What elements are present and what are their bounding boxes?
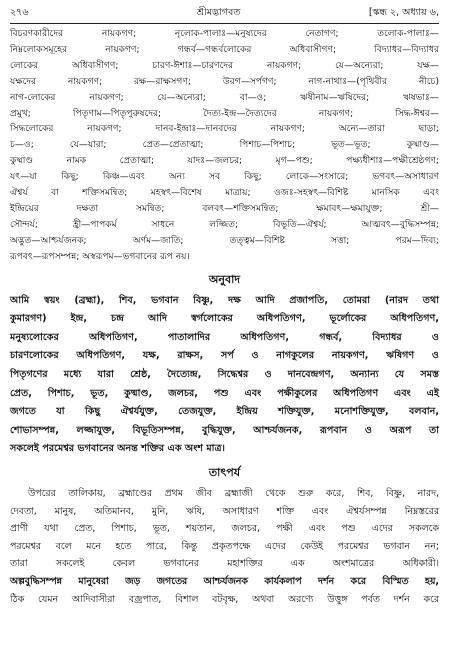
page-number: ২৭৬: [10, 7, 29, 18]
synonyms-line: ঐশ্বর্য বা শক্তিসমন্বিত; মহস্বৎ—বিশেষ মাত্রায়; ওজঃ-সহস্বৎ—বিশিষ্ট মানসিক এবং: [10, 188, 439, 199]
synonyms-line: যক্ষদের নায়কগণ; রক্ষ—রাক্ষসগণ; উরগ—সর্পগণ; নাগ-নাথাঃ—(পৃথিবীর নীচে): [10, 76, 439, 87]
translation-line: চারণলোকের অধিপতিগণ, যক্ষ, রাক্ষস, সর্প ও নাগকুলের নায়কগণ, ঋষিগণ ও: [10, 350, 439, 362]
purport-text: [10, 485, 439, 608]
translation-line: সকলেই পরমেশ্বর ভগবানের অনন্ত শক্তির এক অংশ মাত্র।: [10, 443, 225, 455]
translation-heading: অনুবাদ: [208, 272, 241, 286]
synonyms-line: বিচরণকারীদের নায়কগণ; নৃলোক-পালাঃ—মনুষ্যদের নেতাগণ; তলোক-পালাঃ—: [10, 29, 439, 39]
synonyms-line: নিম্নলোকসমূহের নায়কগণ; গন্ধর্ব—গন্ধর্বলোকের অধিবাসীগণ; বিদ্যাধর—বিদ্যাধর: [10, 44, 439, 55]
header-divider: [10, 23, 439, 24]
synonyms-line: চ—ও; যে—যারা; প্রেত—প্রেতাত্মা; পিশাচ—পিশাচ; ভূত—ভূত; কুষ্মাণ্ড—: [10, 140, 439, 151]
translation-line: পিতৃগণের মধ্যে যারা শ্রেষ্ঠ, দৈত্যেন্দ্র, সিদ্ধেশ্বর ও দানবেন্দ্রগণ, অন্যান্য যে সমস্ত: [10, 368, 439, 380]
book-title: শ্রীমদ্ভাগবত: [196, 7, 241, 18]
purport-line: তারা সকলেই কেবল ভগবানের মহাশক্তির এক অংশমাত্রের অধিকারী।: [10, 558, 439, 570]
purport-line: দেবতা, মানুষ, অতিমানব, মুনি, ঋষি, অসাধারণ শক্তি এবং ঐশ্বর্যসম্পন্ন নিম্নস্তরের: [10, 505, 439, 517]
synonyms-line: ইন্দ্রিয়ের দক্ষতা সমন্বিত; বলবৎ—শক্তিসমন্বিত; ক্ষমাবৎ—ক্ষমাযুক্ত; শ্রী—: [10, 203, 439, 214]
synonyms-line: সৌন্দর্য; হ্রী—পাপকর্ম সাধনে লজ্জিত; বিভূতি—ঐশ্বর্য; আত্মবৎ—বুদ্ধিসম্পন্ন;: [10, 219, 439, 230]
chapter-reference: [স্কন্ধ ২, অধ্যায় ৬,: [368, 7, 439, 18]
translation-line: মনুষ্যলোকের অধিপতিগণ, পাতালাদির অধিপতিগণ, গন্ধর্ব, বিদ্যাধর ও: [10, 331, 439, 343]
synonyms-line: সিদ্ধলোকের নায়কগণ; দানব-ইন্দ্রাঃ—দানবদের নায়কগণ; অন্যে—তারা ছাড়া;: [10, 124, 439, 135]
word-for-word-synonyms: [10, 27, 439, 266]
running-header: [10, 6, 439, 20]
synonyms-line: রূপবৎ—রূপসম্পন্ন; অস্বরূপম—ভগবানের রূপ নয়।: [10, 251, 190, 262]
purport-line: প্রাণী যথা প্রেত, পিশাচ, ভূত, শয়তান, জলচর, পক্ষী এবং পশু এদের সকলকে: [10, 523, 439, 535]
purport-line: অল্পবুদ্ধিসম্পন্ন মানুষেরা জড় জগতের আশ্চর্যজনক কার্যকলাপ দর্শন করে বিস্মিত হয়,: [10, 575, 439, 587]
synonyms-line: নাগ-লোকের নায়কগণ; যে—অন্যেরা; বা—ও; ঋষীনাম—ঋষিদের; ঋষভাঃ—: [10, 92, 439, 103]
purport-line: উপরের তালিকায়, ব্রহ্মাণ্ডের প্রথম জীব ব্রহ্মাজী থেকে শুরু করে, শিব, বিষ্ণু, নারদ,: [28, 487, 439, 499]
synonyms-line: অদ্ভুত—আশ্চর্যজনক; অর্ণম—জাতি; তত্ত্বম—বিশিষ্ট সত্তা; পরম—দিব্য;: [10, 235, 439, 246]
purport-line: ঠিক যেমন আদিবাসীরা বজ্রপাত, বিশাল বটবৃক্ষ, অথবা অরণ্যে উত্তুঙ্গ পর্বত দর্শন করে: [10, 593, 439, 605]
synonyms-line: প্রমুখ; পিতৃণাম—পিতৃপুরুষদের; দৈত্য-ইন্দ্র—দৈত্যদের নায়কগণ; সিদ্ধ-ঈশ্বর—: [10, 108, 439, 119]
synonyms-line: লোকের অধিবাসীগণ; চারণ-ঈশাঃ—চারণদের নায়কগণ; যে—অন্যেরা; যক্ষ—: [10, 60, 439, 71]
translation-line: প্রেত, পিশাচ, ভূত, কুষ্মাণ্ড, জলচর, পশু এবং পক্ষীকুলের অধিপতিগণ এবং এই: [10, 387, 439, 399]
translation-line: কুমারগণ) ইন্দ্র, চন্দ্র আদি স্বর্গলোকের অধিপতিগণ, ভূর্লোকের অধিপতিগণ,: [10, 313, 439, 325]
translation-line: শোভাসম্পন্ন, লজ্জাযুক্ত, বিভূতিসম্পন্ন, বুদ্ধিযুক্ত, আশ্চর্যজনক, রূপবান ও অরূপ তা: [10, 424, 439, 436]
translation-text: [10, 292, 439, 459]
purport-heading: তাৎপর্য: [208, 465, 241, 479]
translation-line: জগতে যা কিছু ঐশ্বর্যযুক্ত, তেজযুক্ত, ইন্দ্রিয় শক্তিযুক্ত, মনোশক্তিযুক্ত, বলবান,: [10, 406, 439, 418]
synonyms-line: যৎ—যা কিছু; কিঞ্চ—এবং অন্য সব কিছু; লোকে—সংসারে; ভগবৎ—অসাধারণ: [10, 172, 439, 183]
purport-line: পরমেশ্বর বলে মনে হতে পারে, কিন্তু প্রকৃতপক্ষে এদের কেউই পরমেশ্বর ভগবান নন;: [10, 540, 439, 552]
translation-line: আমি স্বয়ং (ব্রহ্মা), শিব, ভগবান বিষ্ণু, দক্ষ আদি প্রজাপতি, তোমরা (নারদ তথা: [10, 294, 439, 306]
synonyms-line: কুষ্মাণ্ড নামক প্রেতাত্মা; যাদঃ—জলচর; মৃগ—পশু; পক্ষ্যধীশাঃ—পক্ষীশ্রেষ্ঠগণ;: [10, 156, 439, 167]
